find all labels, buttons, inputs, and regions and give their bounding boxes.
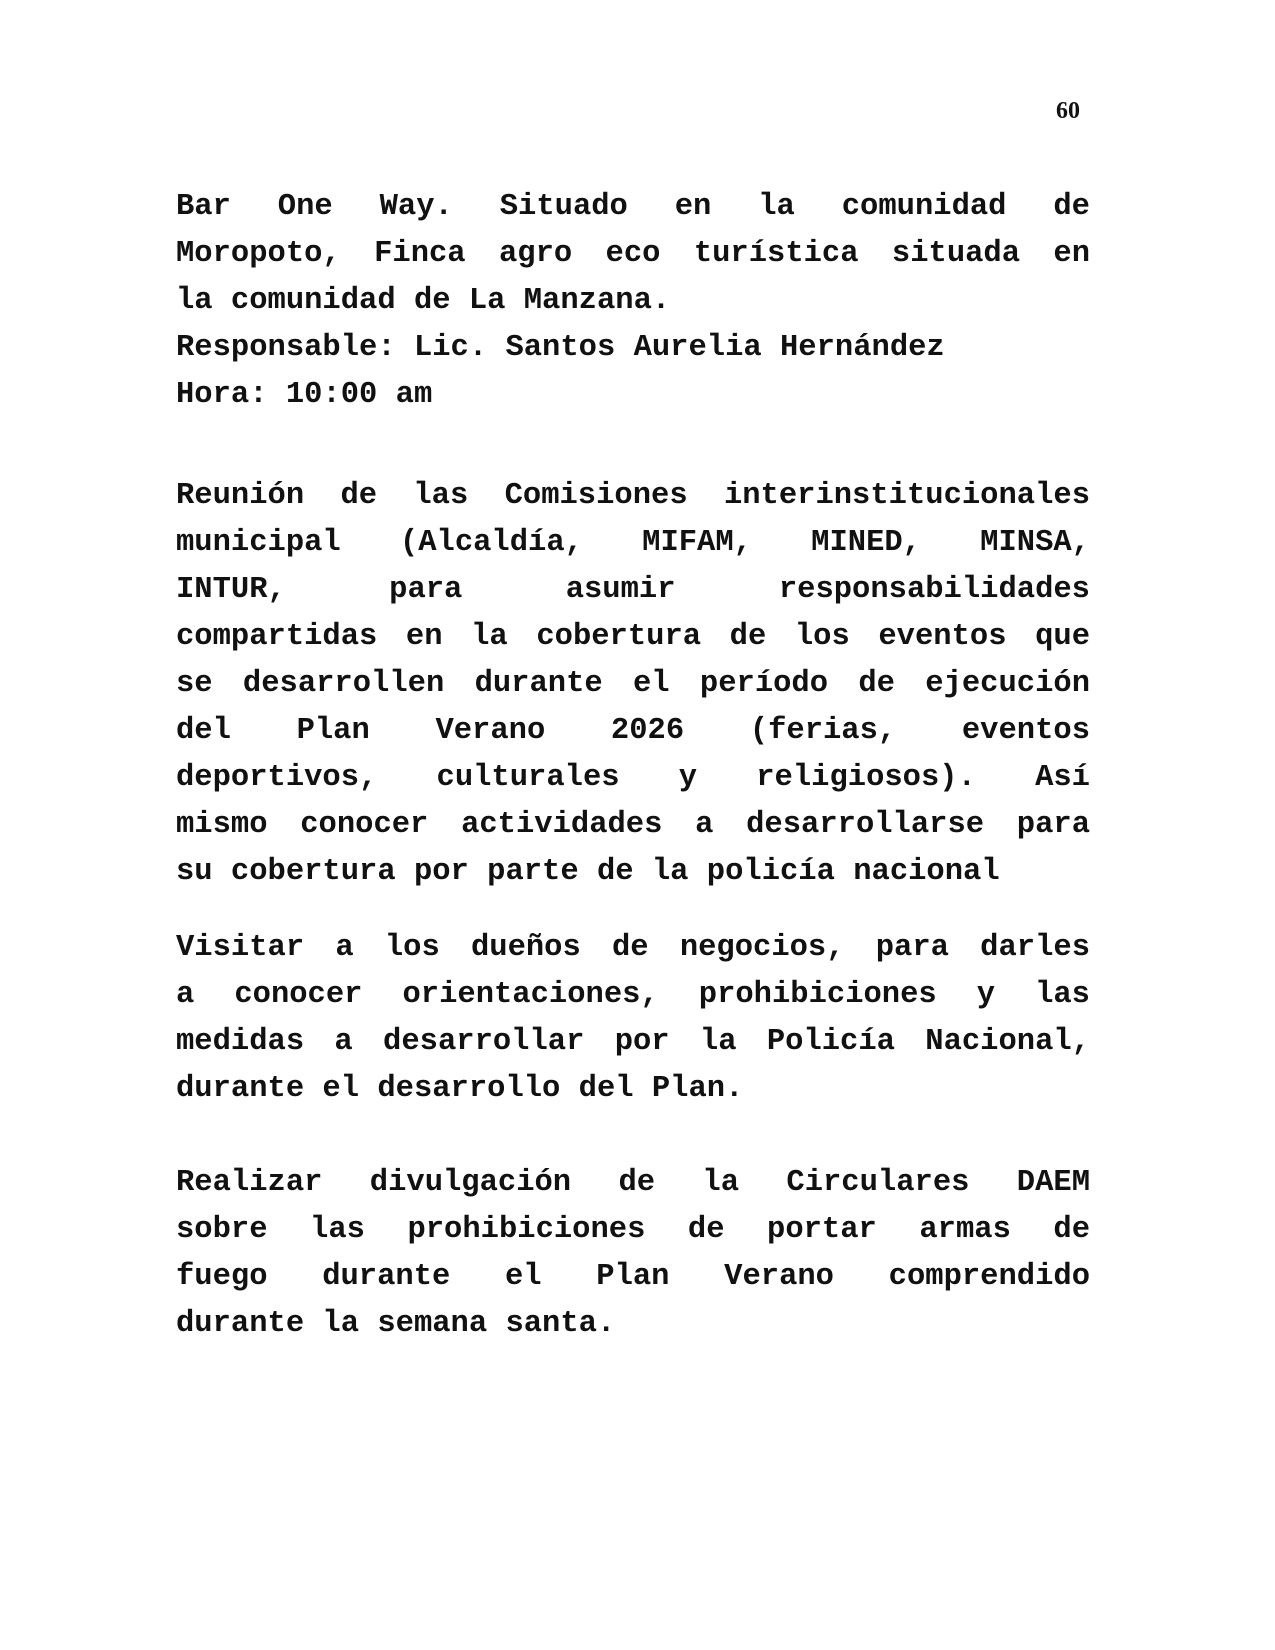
text-line: municipal (Alcaldía, MIFAM, MINED, MINSA, <box>176 526 1090 560</box>
text-line: Visitar a los dueños de negocios, para darles <box>176 931 1090 965</box>
text-line: fuego durante el Plan Verano comprendido <box>176 1260 1090 1294</box>
text-line: del Plan Verano 2026 (ferias, eventos <box>176 714 1090 748</box>
text-line: INTUR, para asumir responsabilidades <box>176 573 1090 607</box>
responsable-line: Responsable: Lic. Santos Aurelia Hernández <box>176 331 945 365</box>
paragraph-reunion <box>176 473 1090 896</box>
hora-line: Hora: 10:00 am <box>176 378 433 412</box>
text-line: compartidas en la cobertura de los eventos que <box>176 620 1090 654</box>
text-line: Bar One Way. Situado en la comunidad de <box>176 190 1090 224</box>
text-line: la comunidad de La Manzana. <box>176 284 671 318</box>
paragraph-location <box>176 184 1090 419</box>
text-line: medidas a desarrollar por la Policía Nacional, <box>176 1025 1090 1059</box>
page-number: 60 <box>1056 98 1080 124</box>
text-line: su cobertura por parte de la policía nacional <box>176 855 1000 889</box>
text-line: durante la semana santa. <box>176 1307 616 1341</box>
text-line: Reunión de las Comisiones interinstitucionales <box>176 479 1090 513</box>
text-line: sobre las prohibiciones de portar armas de <box>176 1213 1090 1247</box>
text-line: a conocer orientaciones, prohibiciones y las <box>176 978 1090 1012</box>
text-line: Moropoto, Finca agro eco turística situada en <box>176 237 1090 271</box>
text-line: Realizar divulgación de la Circulares DAEM <box>176 1166 1090 1200</box>
text-line: durante el desarrollo del Plan. <box>176 1072 744 1106</box>
text-line: se desarrollen durante el período de ejecución <box>176 667 1090 701</box>
text-line: mismo conocer actividades a desarrollarse para <box>176 808 1090 842</box>
paragraph-visitar <box>176 925 1090 1113</box>
paragraph-realizar <box>176 1160 1090 1348</box>
text-line: deportivos, culturales y religiosos). Así <box>176 761 1090 795</box>
